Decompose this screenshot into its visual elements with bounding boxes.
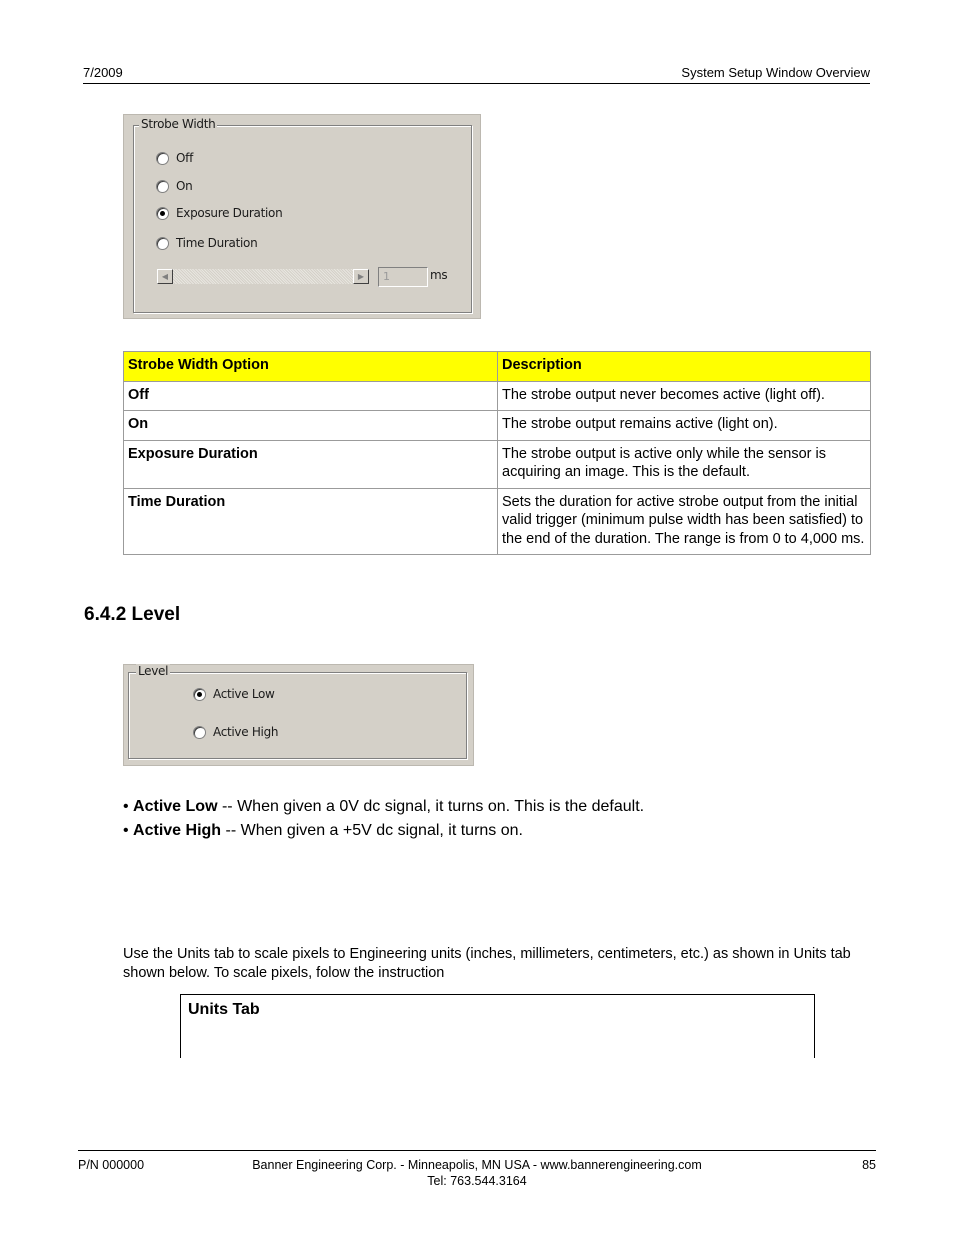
level-option-active-high-label: Active High <box>213 725 279 739</box>
radio-off-icon[interactable] <box>156 152 169 165</box>
bullet-term: Active High <box>133 821 222 839</box>
list-item: • Active Low -- When given a 0V dc signal, it turns on. This is the default. <box>123 798 645 815</box>
table-cell-option: Time Duration <box>124 488 498 555</box>
strobe-width-group-title: Strobe Width <box>141 117 216 131</box>
table-header-row <box>124 352 871 382</box>
radio-on-icon[interactable] <box>156 180 169 193</box>
radio-time-duration-icon[interactable] <box>156 237 169 250</box>
level-option-active-low-label: Active Low <box>213 687 275 701</box>
strobe-option-exposure-duration-label: Exposure Duration <box>176 206 283 220</box>
strobe-option-off-label: Off <box>176 151 193 165</box>
level-groupbox <box>128 672 467 759</box>
radio-exposure-duration-icon[interactable] <box>156 207 169 220</box>
strobe-option-time-duration-label: Time Duration <box>176 236 258 250</box>
footer-part-number: P/N 000000 <box>78 1158 145 1172</box>
radio-active-low-icon[interactable] <box>193 688 206 701</box>
table-cell-description: The strobe output remains active (light on). <box>498 411 871 441</box>
strobe-option-on-label: On <box>176 179 193 193</box>
level-bullet-list <box>123 795 644 842</box>
units-tab-box <box>180 994 815 1058</box>
time-duration-value-field[interactable]: 1 <box>378 267 428 287</box>
footer-rule <box>78 1150 876 1151</box>
bullet-term: Active Low <box>133 798 218 815</box>
header-date: 7/2009 <box>83 65 123 80</box>
strobe-option-off[interactable] <box>156 151 193 165</box>
units-tab-label: Units Tab <box>188 1001 260 1018</box>
table-row <box>124 488 871 555</box>
table-row <box>124 381 871 411</box>
table-row <box>124 440 871 488</box>
level-group-title: Level <box>138 664 169 678</box>
scroll-left-arrow-icon[interactable]: ◀ <box>157 269 173 284</box>
strobe-option-exposure-duration[interactable] <box>156 206 282 220</box>
time-duration-unit-label: ms <box>430 268 448 282</box>
table-header-option: Strobe Width Option <box>124 352 498 382</box>
table-header-description: Description <box>498 352 871 382</box>
units-paragraph: Use the Units tab to scale pixels to Engineering units (inches, millimeters, centimeters, etc.) as shown in Units tab shown below. To scale pixels, folow the instruction <box>123 946 851 981</box>
section-heading-level: 6.4.2 Level <box>84 604 181 625</box>
list-item: • Active High -- When given a +5V dc signal, it turns on. <box>123 821 523 839</box>
table-cell-description: The strobe output is active only while the sensor is acquiring an image. This is the default. <box>498 440 871 488</box>
header-rule <box>83 83 870 84</box>
scroll-right-arrow-icon[interactable]: ▶ <box>353 269 369 284</box>
table-cell-option: Off <box>124 381 498 411</box>
table-cell-description: The strobe output never becomes active (light off). <box>498 381 871 411</box>
time-duration-slider-track[interactable] <box>173 269 353 284</box>
header-section-title: System Setup Window Overview <box>681 65 870 80</box>
bullet-text: -- When given a 0V dc signal, it turns on. This is the default. <box>217 798 645 815</box>
strobe-width-options-table <box>123 351 871 555</box>
level-option-active-low[interactable] <box>193 687 275 701</box>
radio-active-high-icon[interactable] <box>193 726 206 739</box>
bullet-text: -- When given a +5V dc signal, it turns on. <box>221 821 523 839</box>
level-option-active-high[interactable] <box>193 725 278 739</box>
footer-company-line: Banner Engineering Corp. - Minneapolis, MN USA - www.bannerengineering.com <box>252 1158 702 1172</box>
table-cell-option: Exposure Duration <box>124 440 498 488</box>
level-panel <box>123 664 474 766</box>
footer-page-number: 85 <box>862 1158 876 1172</box>
strobe-option-time-duration[interactable] <box>156 236 257 250</box>
strobe-width-panel <box>123 114 481 319</box>
table-cell-option: On <box>124 411 498 441</box>
footer-tel-line: Tel: 763.544.3164 <box>427 1173 527 1188</box>
table-row <box>124 411 871 441</box>
footer-company-info <box>0 1158 954 1189</box>
table-cell-description: Sets the duration for active strobe output from the initial valid trigger (minimum pulse width has been satisfied) to the end of the duration. The range is from 0 to 4,000 ms. <box>498 488 871 555</box>
strobe-option-on[interactable] <box>156 179 192 193</box>
